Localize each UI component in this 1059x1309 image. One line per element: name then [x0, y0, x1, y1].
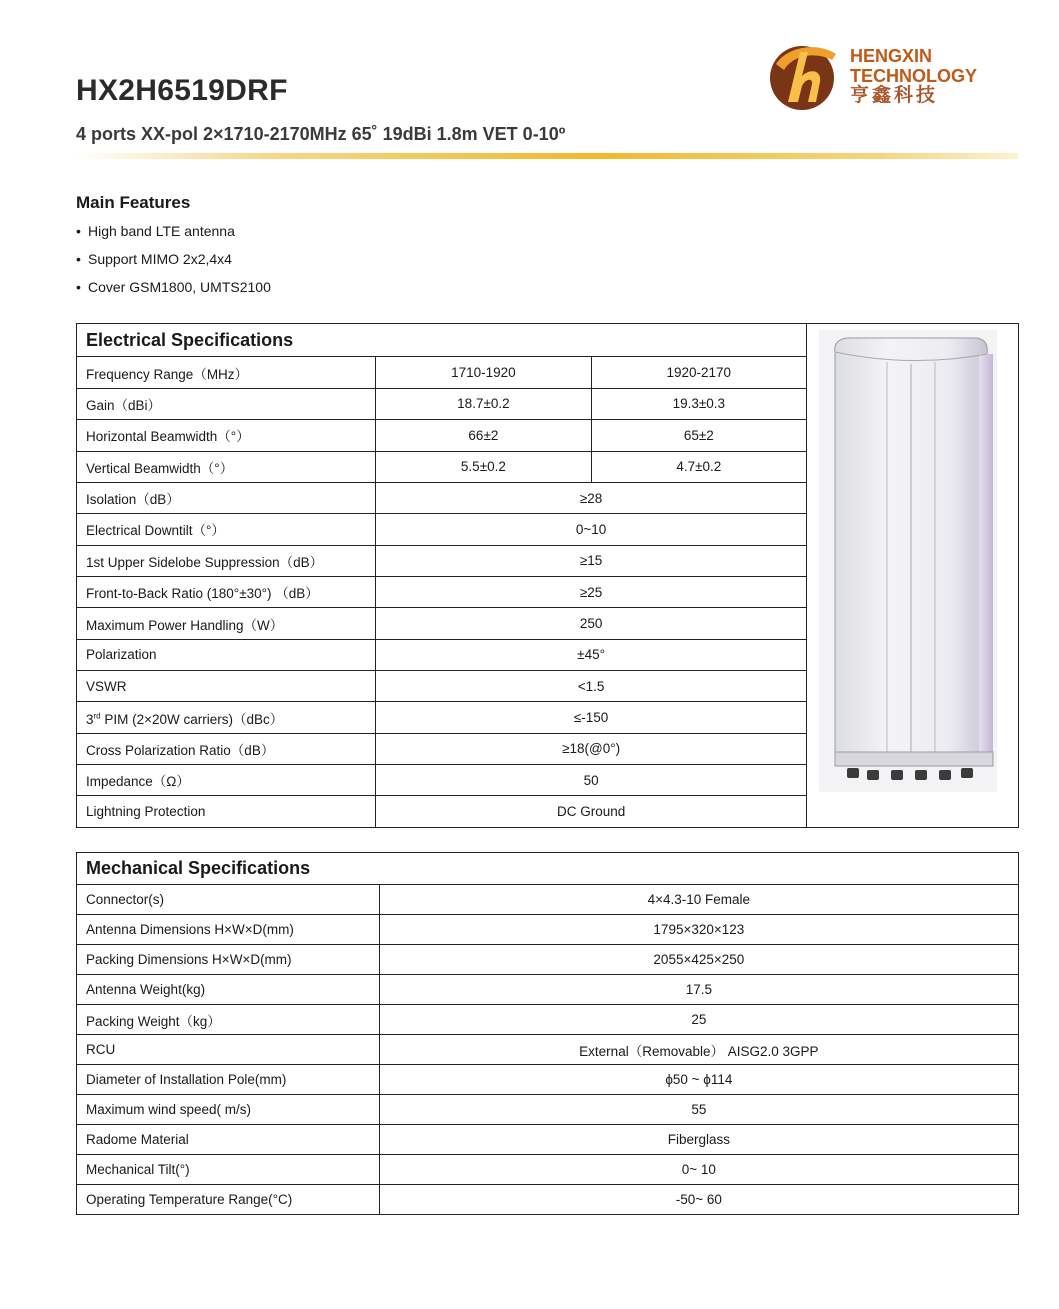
pim-label: 3rd PIM (2×20W carriers)（dBc） — [77, 702, 376, 733]
table-row: Vertical Beamwidth（°） 5.5±0.2 4.7±0.2 — [77, 451, 1019, 482]
table-row: Maximum Power Handling（W） 250 — [77, 608, 1019, 639]
table-row: Isolation（dB） ≥28 — [77, 482, 1019, 513]
table-row: Frequency Range（MHz） 1710-1920 1920-2170 — [77, 357, 1019, 388]
table-row: Diameter of Installation Pole(mm) ϕ50 ~ ϕ114 — [77, 1065, 1019, 1095]
brand-name-line2: TECHNOLOGY — [850, 66, 978, 86]
table-row: Cross Polarization Ratio（dB） ≥18(@0°) — [77, 733, 1019, 764]
brand-name-cn: 亨鑫科技 — [850, 85, 939, 106]
table-row: Electrical Downtilt（°） 0~10 — [77, 514, 1019, 545]
table-row: Antenna Weight(kg) 17.5 — [77, 975, 1019, 1005]
list-item: • Support MIMO 2x2,4x4 — [76, 251, 232, 267]
table-row: Packing Dimensions H×W×D(mm) 2055×425×250 — [77, 945, 1019, 975]
table-row: Mechanical Tilt(°) 0~ 10 — [77, 1155, 1019, 1185]
mechanical-heading: Mechanical Specifications — [77, 853, 1019, 885]
table-row: 3rd PIM (2×20W carriers)（dBc） ≤-150 — [77, 702, 1019, 733]
logo-mark-icon — [766, 40, 838, 112]
list-item: • Cover GSM1800, UMTS2100 — [76, 279, 271, 295]
table-row: 1st Upper Sidelobe Suppression（dB） ≥15 — [77, 545, 1019, 576]
header-divider — [76, 153, 1018, 159]
antenna-image-cell — [806, 324, 1018, 828]
page-title: HX2H6519DRF — [76, 74, 288, 107]
antenna-product-image — [807, 324, 1018, 824]
table-row: Maximum wind speed( m/s) 55 — [77, 1095, 1019, 1125]
brand-name-line1: HENGXIN — [850, 46, 933, 66]
table-row: Impedance（Ω） 50 — [77, 765, 1019, 796]
table-row: Operating Temperature Range(°C) -50~ 60 — [77, 1185, 1019, 1215]
table-row: Horizontal Beamwidth（°） 66±2 65±2 — [77, 420, 1019, 451]
table-row: Front-to-Back Ratio (180°±30°) （dB） ≥25 — [77, 576, 1019, 607]
electrical-spec-table — [76, 323, 1019, 828]
table-row: Polarization ±45° — [77, 639, 1019, 670]
features-list — [76, 222, 271, 306]
table-row: Lightning Protection DC Ground — [77, 796, 1019, 828]
table-row: Connector(s) 4×4.3-10 Female — [77, 885, 1019, 915]
table-row: Packing Weight（kg） 25 — [77, 1005, 1019, 1035]
table-row: Radome Material Fiberglass — [77, 1125, 1019, 1155]
page-subtitle: 4 ports XX-pol 2×1710-2170MHz 65˚ 19dBi 1.8m VET 0-10º — [76, 124, 566, 144]
electrical-heading: Electrical Specifications — [77, 324, 807, 357]
list-item: • High band LTE antenna — [76, 223, 235, 239]
table-row: RCU External（Removable） AISG2.0 3GPP — [77, 1035, 1019, 1065]
company-logo — [766, 40, 986, 116]
table-row: Gain（dBi） 18.7±0.2 19.3±0.3 — [77, 388, 1019, 419]
table-row: VSWR <1.5 — [77, 671, 1019, 702]
features-heading: Main Features — [76, 193, 191, 212]
table-row: Antenna Dimensions H×W×D(mm) 1795×320×123 — [77, 915, 1019, 945]
mechanical-spec-table — [76, 852, 1019, 1215]
table-header-row — [77, 324, 1019, 357]
table-header-row — [77, 853, 1019, 885]
